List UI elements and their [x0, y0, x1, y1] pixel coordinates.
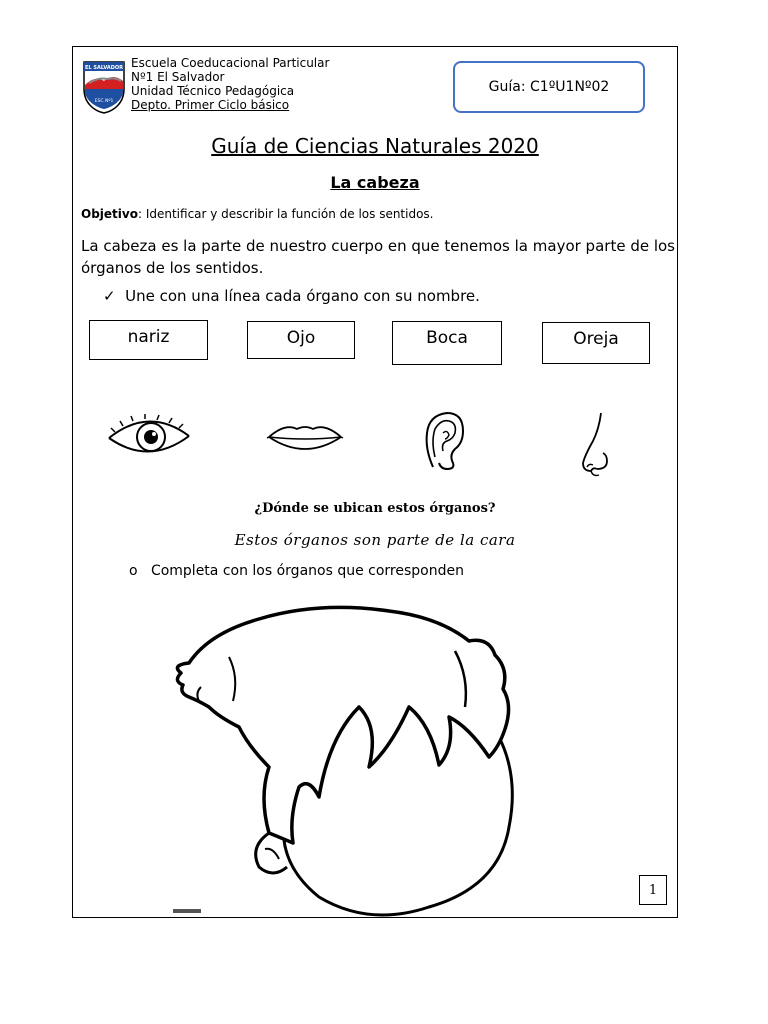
school-logo — [81, 59, 127, 115]
guia-code: Guía: C1ºU1Nº02 — [488, 79, 610, 95]
word-box-label: Boca — [426, 328, 468, 348]
intro-paragraph: La cabeza es la parte de nuestro cuerpo en que tenemos la mayor parte de los órganos de los sentidos. — [81, 237, 675, 277]
mouth-icon[interactable] — [265, 419, 345, 457]
instruction-match-text: Une con una línea cada órgano con su nombre. — [125, 287, 480, 305]
worksheet-page — [72, 46, 678, 918]
instruction-complete-text: Completa con los órganos que corresponden — [150, 563, 464, 579]
nose-icon[interactable] — [573, 409, 617, 481]
objective-text: : Identificar y describir la función de los sentidos. — [137, 207, 434, 221]
instruction-match — [103, 287, 480, 305]
school-info — [131, 56, 329, 112]
check-mark-icon: ✓ — [103, 287, 116, 305]
objective — [81, 207, 434, 221]
face-outline-drawing[interactable] — [169, 597, 549, 917]
logo-banner-text: EL SALVADOR — [85, 65, 123, 71]
cursive-answer: Estos órganos son parte de la cara — [234, 531, 516, 549]
page-title: Guía de Ciencias Naturales 2020 — [211, 134, 539, 158]
guia-code-box — [453, 61, 645, 113]
word-box-ojo[interactable] — [247, 321, 355, 359]
school-department: Depto. Primer Ciclo básico — [131, 98, 290, 112]
instruction-complete — [129, 563, 464, 579]
question-location: ¿Dónde se ubican estos órganos? — [254, 501, 496, 516]
bullet-circle-icon: o — [129, 563, 138, 579]
word-box-label: nariz — [127, 327, 170, 347]
word-box-oreja[interactable] — [542, 322, 650, 364]
school-name-line1: Escuela Coeducacional Particular — [131, 56, 330, 70]
school-name-line2: Nº1 El Salvador — [131, 70, 225, 84]
ear-icon[interactable] — [419, 409, 469, 473]
page-subtitle: La cabeza — [330, 173, 420, 192]
word-box-nariz[interactable] — [89, 320, 208, 360]
page-number: 1 — [639, 875, 667, 905]
objective-label: Objetivo — [81, 207, 138, 221]
logo-sub-text: ESC Nº1 — [94, 99, 114, 104]
word-box-label: Ojo — [286, 328, 316, 348]
word-box-boca[interactable] — [392, 321, 502, 365]
image-watermark-mark — [173, 909, 201, 913]
school-unit: Unidad Técnico Pedagógica — [131, 84, 295, 98]
word-box-label: Oreja — [573, 329, 619, 349]
eye-icon[interactable] — [105, 412, 193, 460]
